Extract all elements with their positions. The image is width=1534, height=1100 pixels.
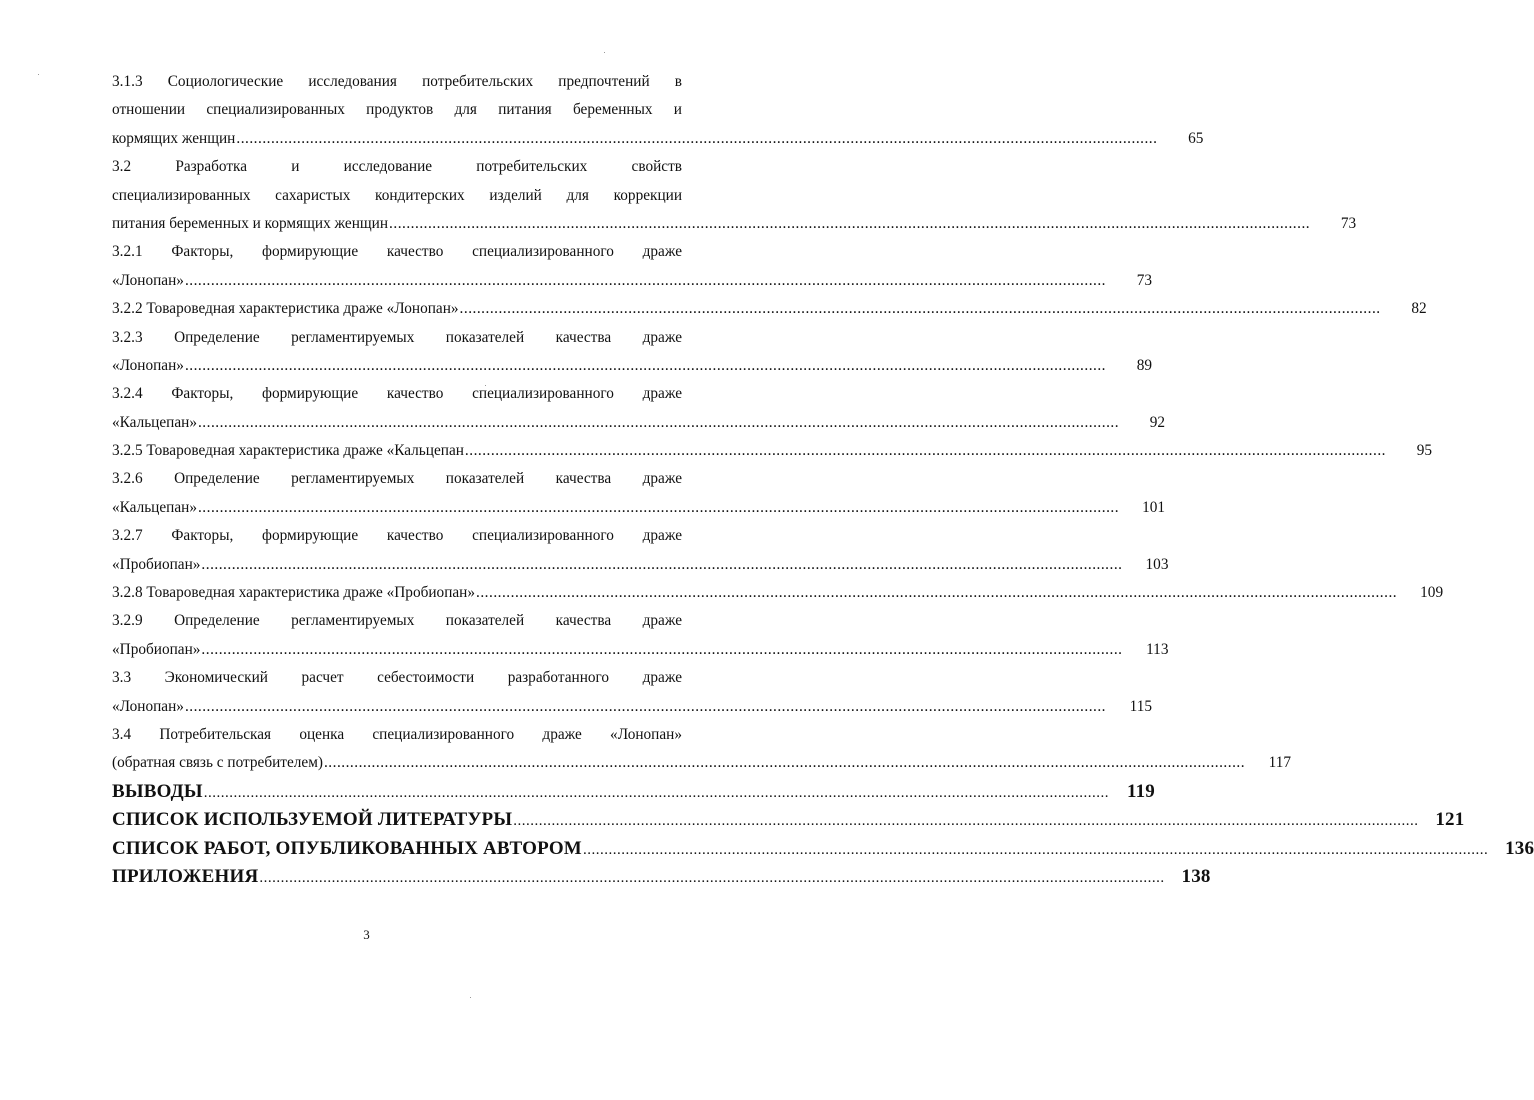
toc-entry-line: 3.2.6 Определение регламентируемых показателей качества драже	[112, 470, 682, 488]
toc-page-number: 101	[1142, 498, 1166, 516]
dot-leader	[512, 807, 1418, 835]
toc-section[interactable]	[112, 778, 1156, 806]
scan-speck	[470, 997, 471, 998]
dot-leader	[464, 437, 1386, 465]
toc-page-number: 115	[1129, 697, 1152, 715]
toc-page-number: 119	[1126, 780, 1156, 802]
toc-entry[interactable]	[112, 238, 1152, 295]
toc-entry-lastline	[112, 267, 1152, 295]
table-of-contents	[112, 68, 1534, 891]
dot-leader	[388, 210, 1310, 238]
toc-entry-text: кормящих женщин	[112, 129, 236, 147]
toc-entry[interactable]	[112, 380, 1166, 437]
dot-leader	[184, 267, 1106, 295]
toc-entry[interactable]	[112, 68, 1204, 153]
toc-entry-text: «Кальцепан»	[112, 498, 197, 516]
toc-entry[interactable]	[112, 522, 1169, 579]
toc-entry-text: «Пробиопан»	[112, 555, 201, 573]
toc-entry[interactable]	[112, 437, 1432, 465]
toc-page-number: 138	[1181, 865, 1211, 887]
dot-leader	[197, 409, 1119, 437]
toc-entry-lastline	[112, 693, 1152, 721]
toc-entry-line: 3.2.3 Определение регламентируемых показателей качества драже	[112, 328, 682, 346]
dot-leader	[200, 636, 1122, 664]
toc-entry-text: 3.2.2 Товароведная характеристика драже «Лонопан»	[112, 300, 459, 318]
toc-page-number: 121	[1435, 809, 1465, 831]
toc-section[interactable]	[112, 806, 1465, 834]
toc-entry-line: отношении специализированных продуктов для питания беременных и	[112, 101, 682, 119]
toc-entry-lastline	[112, 210, 1357, 238]
toc-entry[interactable]	[112, 324, 1152, 381]
toc-entry-line: 3.2.1 Факторы, формирующие качество специализированного драже	[112, 243, 682, 261]
toc-entry-lastline	[112, 551, 1169, 579]
scan-speck	[604, 52, 605, 53]
toc-entry-text: «Кальцепан»	[112, 413, 197, 431]
toc-entry-line: 3.2.4 Факторы, формирующие качество специализированного драже	[112, 385, 682, 403]
toc-entry-lastline	[112, 494, 1166, 522]
toc-entry-lastline	[112, 295, 1427, 323]
toc-entry[interactable]	[112, 153, 1357, 238]
toc-page-number: 92	[1149, 413, 1166, 431]
toc-entry-text: «Лонопан»	[112, 271, 184, 289]
toc-page-number: 136	[1505, 837, 1534, 859]
dot-leader	[184, 352, 1106, 380]
toc-entry-text: 3.2.5 Товароведная характеристика драже «Кальцепан	[112, 442, 464, 460]
toc-entry-line: 3.3 Экономический расчет себестоимости разработанного драже	[112, 669, 682, 687]
toc-entry-lastline	[112, 437, 1432, 465]
toc-entry-lastline	[112, 636, 1169, 664]
toc-entry-text: 3.2.8 Товароведная характеристика драже «Пробиопан»	[112, 584, 476, 602]
toc-entry-lastline	[112, 749, 1292, 777]
toc-section[interactable]	[112, 863, 1211, 891]
dot-leader	[197, 494, 1119, 522]
toc-entry[interactable]	[112, 607, 1169, 664]
toc-entry-lastline	[112, 863, 1211, 891]
toc-entry-lastline	[112, 352, 1152, 380]
toc-entry-text: питания беременных и кормящих женщин	[112, 214, 389, 232]
section-title: ПРИЛОЖЕНИЯ	[112, 865, 259, 887]
toc-entry-text: «Лонопан»	[112, 697, 184, 715]
toc-page-number: 109	[1420, 584, 1444, 602]
toc-entry-lastline	[112, 806, 1465, 834]
toc-entry[interactable]	[112, 664, 1152, 721]
toc-entry-lastline	[112, 579, 1444, 607]
toc-entry[interactable]	[112, 579, 1444, 607]
toc-section[interactable]	[112, 835, 1534, 863]
section-title: СПИСОК ИСПОЛЬЗУЕМОЙ ЛИТЕРАТУРЫ	[112, 809, 513, 831]
toc-entry[interactable]	[112, 465, 1166, 522]
toc-page-number: 82	[1411, 300, 1427, 318]
toc-page-number: 117	[1268, 754, 1292, 772]
toc-page-number: 113	[1146, 640, 1169, 658]
toc-entry-line: 3.1.3 Социологические исследования потребительских предпочтений в	[112, 73, 682, 90]
dot-leader	[459, 295, 1381, 323]
section-title: ВЫВОДЫ	[112, 780, 203, 802]
toc-page-number: 73	[1136, 271, 1152, 289]
toc-entry-lastline	[112, 409, 1166, 437]
toc-entry-lastline	[112, 778, 1156, 806]
toc-entry[interactable]	[112, 721, 1292, 778]
toc-entry-text: «Пробиопан»	[112, 640, 201, 658]
toc-entry-lastline	[112, 835, 1534, 863]
dot-leader	[475, 579, 1397, 607]
dot-leader	[200, 551, 1122, 579]
toc-entry-line: 3.2.9 Определение регламентируемых показателей качества драже	[112, 612, 682, 630]
scan-speck	[38, 74, 39, 75]
toc-page-number: 73	[1340, 214, 1357, 232]
toc-entry-lastline	[112, 125, 1204, 153]
dot-leader	[235, 125, 1157, 153]
toc-entry-text: «Лонопан»	[112, 356, 184, 374]
dot-leader	[258, 864, 1164, 892]
toc-page-number: 103	[1145, 555, 1169, 573]
toc-page-number: 89	[1136, 356, 1152, 374]
toc-entry[interactable]	[112, 295, 1427, 323]
page-number: 3	[363, 927, 370, 942]
dot-leader	[203, 779, 1109, 807]
toc-entry-line: 3.2.7 Факторы, формирующие качество специализированного драже	[112, 527, 682, 545]
dot-leader	[582, 836, 1488, 864]
toc-entry-text: (обратная связь с потребителем)	[112, 754, 323, 772]
dot-leader	[323, 749, 1245, 777]
dot-leader	[184, 693, 1106, 721]
toc-entry-line: 3.2 Разработка и исследование потребительских свойств	[112, 158, 682, 176]
toc-page-number: 95	[1416, 442, 1432, 460]
section-title: СПИСОК РАБОТ, ОПУБЛИКОВАННЫХ АВТОРОМ	[112, 837, 582, 859]
toc-page-number: 65	[1188, 129, 1204, 147]
toc-entry-line: 3.4 Потребительская оценка специализированного драже «Лонопан»	[112, 725, 682, 743]
toc-entry-line: специализированных сахаристых кондитерских изделий для коррекции	[112, 186, 682, 204]
